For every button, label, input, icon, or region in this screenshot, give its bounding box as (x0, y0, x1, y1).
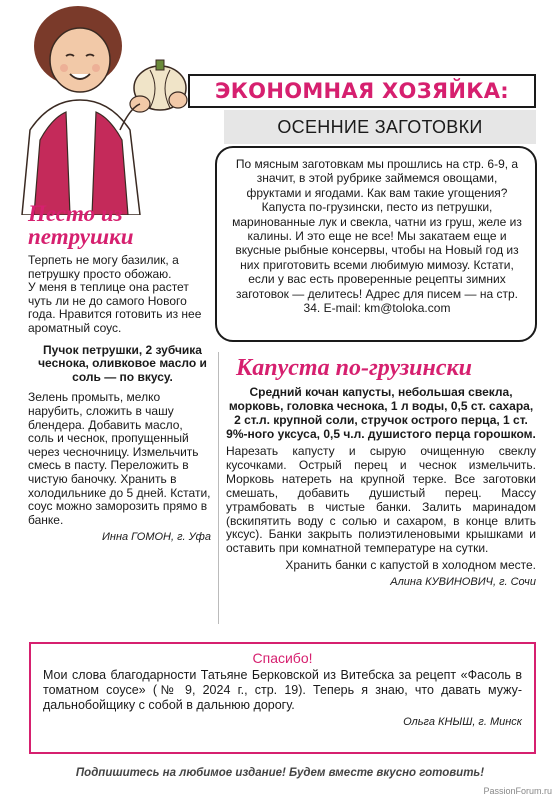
thanks-text: Мои слова благодарности Татьяне Берковской из Витебска за рецепт «Фасоль в томатном соусе» (№ 9, 2024 г., стр. 19). Теперь я знаю, что давать мужу-дальнобойщику с собой в дальнюю дорогу. (43, 668, 522, 712)
pesto-author: Инна ГОМОН, г. Уфа (102, 531, 211, 544)
pesto-title: Песто из петрушки (28, 201, 134, 249)
column-divider (218, 352, 219, 624)
subtitle-banner (224, 110, 536, 144)
housewife-illustration (0, 0, 200, 215)
page-subtitle: ОСЕННИЕ ЗАГОТОВКИ (277, 116, 483, 137)
pesto-ingredients: Пучок петрушки, 2 зубчика чеснока, оливковое масло и соль — по вкусу. (38, 342, 207, 384)
pesto-intro-line: У меня в теплице она растет чуть ли не до самого Нового года. Нравится готовить из нее ароматный соус. (28, 280, 202, 335)
thanks-author: Ольга КНЫШ, г. Минск (403, 716, 522, 728)
kapusta-recipe (226, 355, 536, 588)
footer-slogan: Подпишитесь на любимое издание! Будем вместе вкусно готовить! (75, 767, 485, 779)
pesto-intro-line: Терпеть не могу базилик, а петрушку просто обожаю. (28, 253, 179, 281)
kapusta-title: Капуста по-грузински (236, 355, 473, 381)
pesto-intro (28, 254, 211, 336)
thanks-box (29, 642, 536, 754)
thanks-title: Спасибо! (252, 650, 313, 666)
kapusta-author: Алина КУВИНОВИЧ, г. Сочи (390, 576, 536, 589)
kapusta-storage: Хранить банки с капустой в холодном месте. (285, 558, 536, 573)
intro-text: По мясным заготовкам мы прошлись на стр. 6-9, а значит, в этой рубрике займемся овощами, фруктами и ягодами. Как вам такие угощения? Капуста по-грузински, песто из петрушки, маринованные лук и свекла, чатни из груш, желе из калины. И это еще не все! Мы закатаем еще и вкусные рыбные консервы, чтобы на Новый год из них приготовить всеми любимую мимозу. Кстати, если у вас есть проверенные рецепты зимних заготовок — делитесь! Адрес для писем — на стр. 34. E-mail: km@toloka.com (232, 157, 522, 316)
title-banner (188, 74, 536, 108)
kapusta-ingredients: Средний кочан капусты, небольшая свекла, морковь, головка чеснока, 1 л воды, 0,5 ст. сахара, 2 ст.л. крупной соли, стручок острого перца, 1 ст. 9%-ного уксуса, 0,5 ч.л. душистого перца горошком. (226, 385, 536, 441)
pesto-method: Зелень промыть, мелко нарубить, сложить в чашу блендера. Добавить масло, соль и чеснок, пропущенный через чесночницу. Измельчить смесь в пасту. Переложить в чистую баночку. Хранить в холодильнике до 5 дней. Кстати, соус можно заморозить прямо в банке. (28, 390, 211, 527)
watermark: PassionForum.ru (483, 786, 552, 796)
intro-speech-bubble (215, 146, 537, 342)
page-title: ЭКОНОМНАЯ ХОЗЯЙКА: (215, 79, 509, 103)
kapusta-method: Нарезать капусту и сырую очищенную свеклу кусочками. Острый перец и чеснок измельчить. Морковь натереть на крупной терке. Все заготовки смешать, добавить душистый перец. Массу утрамбовать в чистые банки. Залить маринадом (вскипятить воду с солью и сахаром, в конце влить уксус). Банки закрыть полиэтиленовыми крышками и оставить при комнатной температуре на сутки. (226, 444, 536, 556)
pesto-recipe (28, 202, 211, 543)
